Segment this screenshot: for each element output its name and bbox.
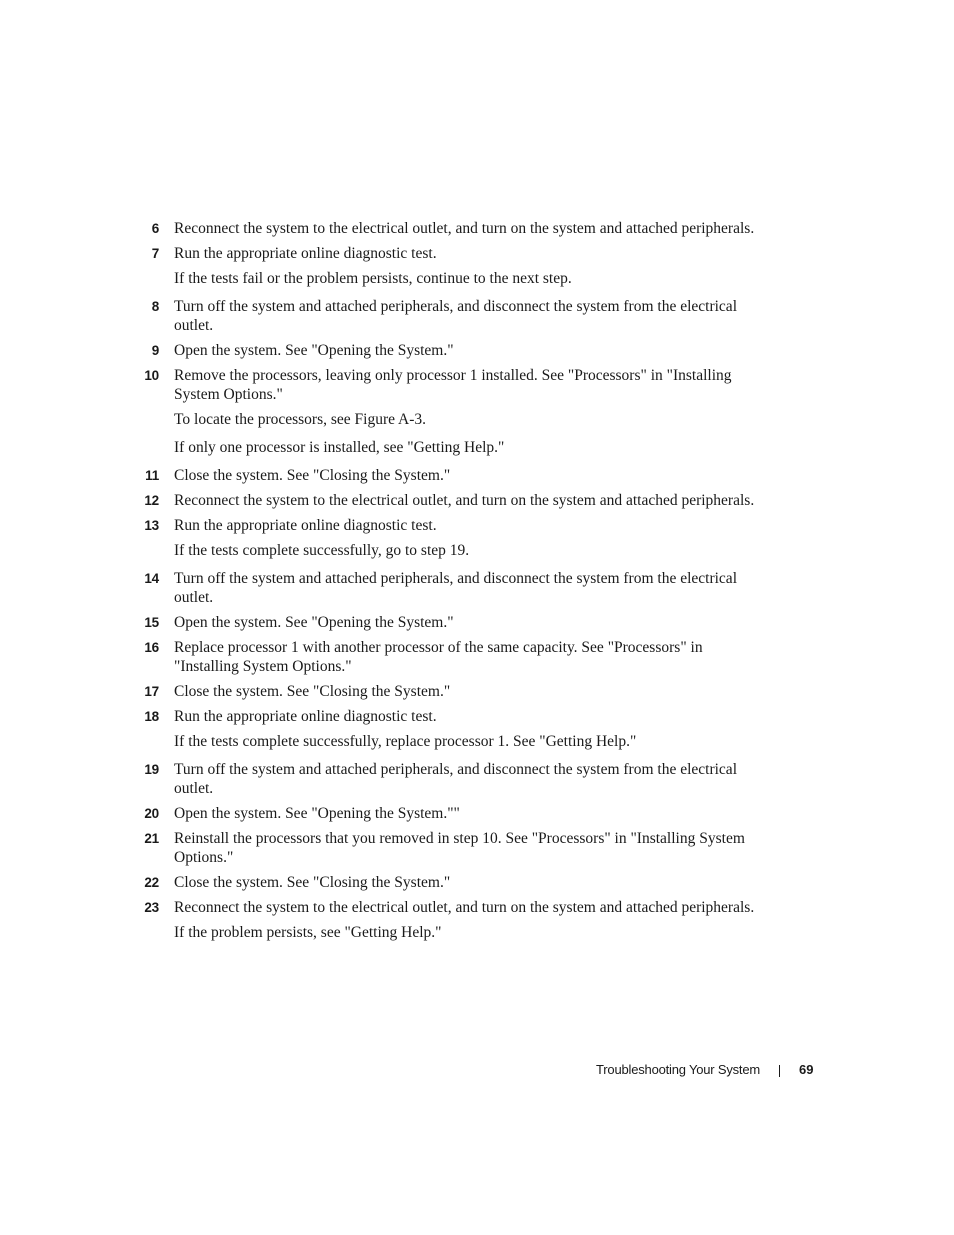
step-text: Close the system. See "Closing the System." <box>174 467 451 484</box>
page-number: 69 <box>799 1062 814 1077</box>
step-item <box>0 804 954 823</box>
step-number: 11 <box>145 468 159 483</box>
footer-section-title: Troubleshooting Your System <box>596 1062 760 1077</box>
note-text: If the problem persists, see "Getting Help." <box>174 924 442 941</box>
note-text: To locate the processors, see Figure A-3. <box>174 411 427 428</box>
step-item <box>0 569 954 607</box>
step-number: 14 <box>144 571 159 586</box>
footer-separator <box>779 1065 780 1077</box>
step-number: 22 <box>144 875 159 890</box>
step-text: Turn off the system and attached peripherals, and disconnect the system from the electrical outlet. <box>174 298 737 334</box>
step-number: 19 <box>144 762 159 777</box>
step-number: 16 <box>144 640 159 655</box>
step-item <box>0 707 954 726</box>
step-item <box>0 466 954 485</box>
step-note <box>0 438 954 457</box>
step-number: 18 <box>144 709 159 724</box>
step-text: Run the appropriate online diagnostic test. <box>174 517 437 534</box>
step-text: Run the appropriate online diagnostic test. <box>174 245 437 262</box>
step-item <box>0 638 954 676</box>
step-text: Open the system. See "Opening the System." <box>174 342 454 359</box>
step-note <box>0 541 954 560</box>
step-text: Reconnect the system to the electrical outlet, and turn on the system and attached peripherals. <box>174 220 755 237</box>
step-item <box>0 297 954 335</box>
step-note <box>0 269 954 288</box>
step-text: Turn off the system and attached peripherals, and disconnect the system from the electrical outlet. <box>174 570 737 606</box>
step-item <box>0 491 954 510</box>
step-item <box>0 341 954 360</box>
step-text: Reinstall the processors that you removed in step 10. See "Processors" in "Installing System Options." <box>174 830 745 866</box>
step-text: Replace processor 1 with another processor of the same capacity. See "Processors" in "Installing System Options." <box>174 639 703 675</box>
note-text: If the tests complete successfully, replace processor 1. See "Getting Help." <box>174 733 637 750</box>
step-note <box>0 732 954 751</box>
step-number: 17 <box>144 684 159 699</box>
step-number: 21 <box>144 831 159 846</box>
step-text: Close the system. See "Closing the System." <box>174 683 451 700</box>
step-number: 9 <box>151 343 159 358</box>
step-number: 15 <box>144 615 159 630</box>
step-note <box>0 923 954 942</box>
step-number: 12 <box>144 493 159 508</box>
step-item <box>0 244 954 263</box>
step-item <box>0 873 954 892</box>
step-item <box>0 613 954 632</box>
step-number: 20 <box>144 806 159 821</box>
step-item <box>0 682 954 701</box>
step-number: 23 <box>144 900 159 915</box>
step-item <box>0 760 954 798</box>
step-text: Open the system. See "Opening the System." <box>174 614 454 631</box>
step-item <box>0 366 954 404</box>
step-text: Close the system. See "Closing the System." <box>174 874 451 891</box>
step-text: Reconnect the system to the electrical outlet, and turn on the system and attached peripherals. <box>174 899 755 916</box>
step-number: 13 <box>144 518 159 533</box>
step-note <box>0 410 954 429</box>
step-item <box>0 829 954 867</box>
step-number: 8 <box>151 299 159 314</box>
step-text: Reconnect the system to the electrical outlet, and turn on the system and attached peripherals. <box>174 492 755 509</box>
step-number: 7 <box>151 246 159 261</box>
note-text: If the tests complete successfully, go to step 19. <box>174 542 470 559</box>
step-item <box>0 219 954 238</box>
step-text: Turn off the system and attached peripherals, and disconnect the system from the electrical outlet. <box>174 761 737 797</box>
note-text: If only one processor is installed, see "Getting Help." <box>174 439 505 456</box>
page-footer <box>0 1062 954 1080</box>
note-text: If the tests fail or the problem persists, continue to the next step. <box>174 270 572 287</box>
step-item <box>0 898 954 917</box>
step-text: Open the system. See "Opening the System."" <box>174 805 460 822</box>
step-number: 6 <box>151 221 159 236</box>
step-number: 10 <box>144 368 159 383</box>
step-text: Run the appropriate online diagnostic test. <box>174 708 437 725</box>
step-item <box>0 516 954 535</box>
step-text: Remove the processors, leaving only processor 1 installed. See "Processors" in "Installing System Options." <box>174 367 732 403</box>
procedure-list <box>0 219 954 942</box>
